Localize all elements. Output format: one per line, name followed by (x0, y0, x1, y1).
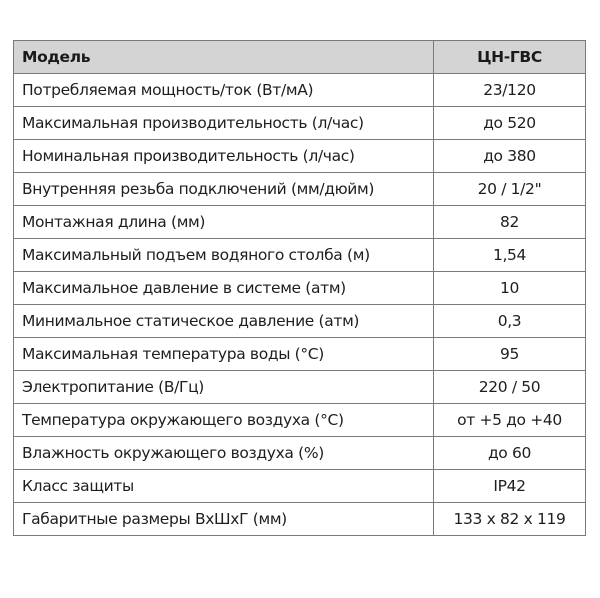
table-row (14, 305, 586, 338)
row-label: Потребляемая мощность/ток (Вт/мА) (14, 74, 434, 107)
row-value: 1,54 (434, 239, 586, 272)
row-value: 95 (434, 338, 586, 371)
row-label: Габаритные размеры ВхШхГ (мм) (14, 503, 434, 536)
header-label: Модель (14, 41, 434, 74)
row-value: до 60 (434, 437, 586, 470)
table-row (14, 206, 586, 239)
row-value: 82 (434, 206, 586, 239)
row-value: до 380 (434, 140, 586, 173)
row-value: 23/120 (434, 74, 586, 107)
row-value: 10 (434, 272, 586, 305)
row-label: Максимальный подъем водяного столба (м) (14, 239, 434, 272)
table-header-row (14, 41, 586, 74)
table-row (14, 338, 586, 371)
table-row (14, 173, 586, 206)
row-value: от +5 до +40 (434, 404, 586, 437)
table-row (14, 371, 586, 404)
table-row (14, 239, 586, 272)
row-value: 0,3 (434, 305, 586, 338)
table-row (14, 74, 586, 107)
header-model-value: ЦН-ГВС (434, 41, 586, 74)
row-label: Минимальное статическое давление (атм) (14, 305, 434, 338)
row-label: Максимальная температура воды (°С) (14, 338, 434, 371)
row-value: 20 / 1/2" (434, 173, 586, 206)
row-label: Влажность окружающего воздуха (%) (14, 437, 434, 470)
row-label: Монтажная длина (мм) (14, 206, 434, 239)
table-row (14, 437, 586, 470)
row-label: Максимальная производительность (л/час) (14, 107, 434, 140)
row-label: Температура окружающего воздуха (°С) (14, 404, 434, 437)
row-value: до 520 (434, 107, 586, 140)
row-label: Номинальная производительность (л/час) (14, 140, 434, 173)
row-label: Внутренняя резьба подключений (мм/дюйм) (14, 173, 434, 206)
table-row (14, 470, 586, 503)
row-value: IP42 (434, 470, 586, 503)
row-label: Максимальное давление в системе (атм) (14, 272, 434, 305)
table-row (14, 404, 586, 437)
table-row (14, 272, 586, 305)
spec-table (13, 40, 586, 536)
table-row (14, 107, 586, 140)
row-label: Электропитание (В/Гц) (14, 371, 434, 404)
row-value: 133 x 82 x 119 (434, 503, 586, 536)
row-label: Класс защиты (14, 470, 434, 503)
table-row (14, 503, 586, 536)
table-row (14, 140, 586, 173)
row-value: 220 / 50 (434, 371, 586, 404)
